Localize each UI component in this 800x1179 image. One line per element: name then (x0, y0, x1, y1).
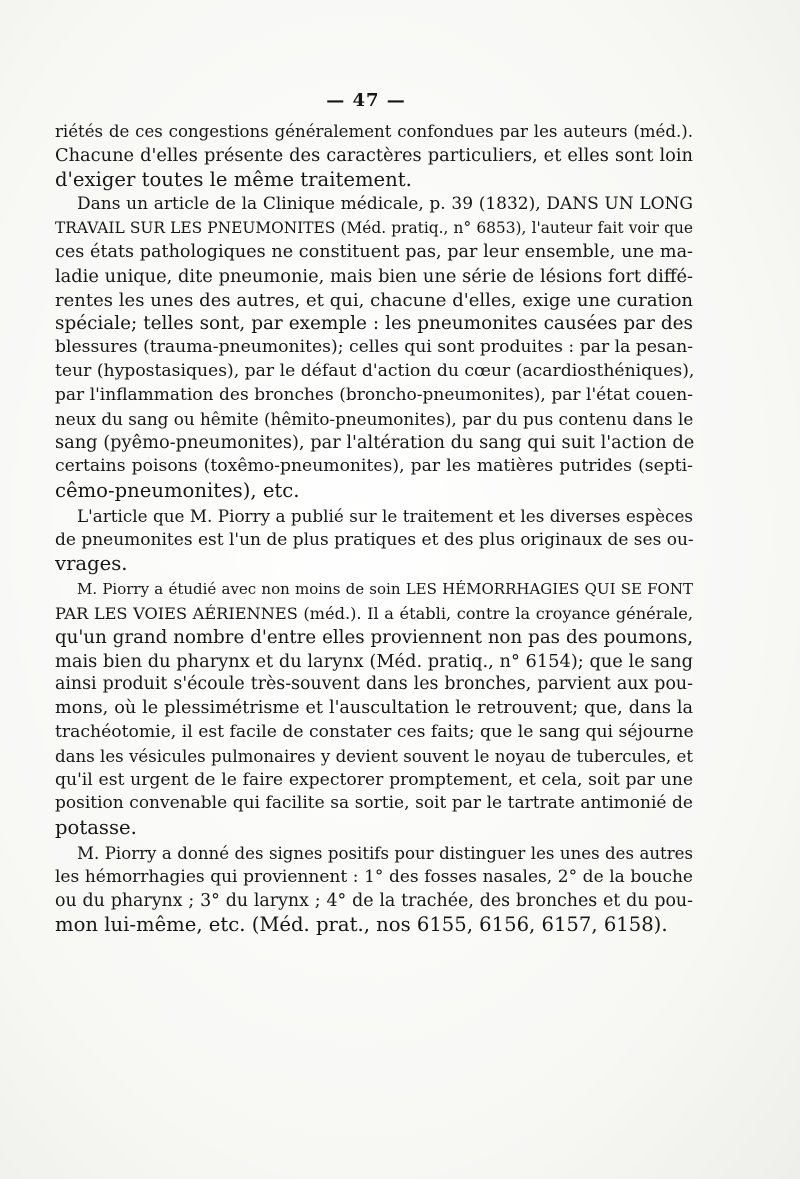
text-line: qu'un grand nombre d'entre elles proviennent non pas des poumons, (55, 626, 693, 648)
text-line: vrages. (55, 552, 128, 576)
text-line: trachéotomie, il est facile de constater ces faits; que le sang qui séjourne (55, 721, 694, 742)
text-line: cêmo-pneumonites), etc. (55, 478, 300, 502)
paragraph-4 (55, 578, 693, 840)
text-line: certains poisons (toxêmo-pneumonites), par les matières putrides (septi- (55, 456, 693, 477)
paragraph-1 (55, 120, 693, 191)
text-line: rentes les unes des autres, et qui, chacune d'elles, exige une curation (55, 289, 693, 311)
text-line: dans les vésicules pulmonaires y devient souvent le noyau de tubercules, et (55, 746, 693, 766)
paragraph-2 (55, 193, 693, 502)
text-line: neux du sang ou hêmite (hêmito-pneumonites), par du pus contenu dans le (55, 408, 694, 429)
text-line: M. Piorry a étudié avec non moins de soin LES HÉMORRHAGIES QUI SE FONT (77, 580, 693, 599)
text-line: ces états pathologiques ne constituent pas, par leur ensemble, une ma- (55, 241, 693, 262)
text-line: qu'il est urgent de le faire expectorer promptement, et cela, soit par une (55, 769, 693, 790)
text-line: sang (pyêmo-pneumonites), par l'altération du sang qui suit l'action de (55, 432, 695, 454)
text-line: Chacune d'elles présente des caractères particuliers, et elles sont loin (55, 144, 693, 166)
page-number: — 47 — (326, 90, 406, 111)
text-line: M. Piorry a donné des signes positifs pour distinguer les unes des autres (77, 843, 693, 863)
text-line: PAR LES VOIES AÉRIENNES (méd.). Il a établi, contre la croyance générale, (55, 603, 693, 623)
text-line: spéciale; telles sont, par exemple : les pneumonites causées par des (55, 313, 693, 335)
text-line: d'exiger toutes le même traitement. (55, 167, 412, 191)
text-line: mon lui-même, etc. (Méd. prat., nos 6155, 6156, 6157, 6158). (55, 913, 668, 937)
text-line: potasse. (55, 816, 137, 840)
paragraph-3 (55, 505, 693, 576)
text-line: ladie unique, dite pneumonie, mais bien une série de lésions fort diffé- (55, 265, 693, 287)
paragraph-5 (55, 842, 693, 937)
text-line: L'article que M. Piorry a publié sur le traitement et les diverses espèces (77, 505, 693, 526)
text-line: ou du pharynx ; 3° du larynx ; 4° de la trachée, des bronches et du pou- (55, 890, 693, 911)
text-line: par l'inflammation des bronches (broncho-pneumonites), par l'état couen- (55, 384, 693, 405)
text-line: TRAVAIL SUR LES PNEUMONITES (Méd. pratiq., n° 6853), l'auteur fait voir que (55, 219, 693, 238)
text-line: riétés de ces congestions généralement confondues par les auteurs (méd.). (55, 122, 693, 141)
text-line: blessures (trauma-pneumonites); celles qui sont produites : par la pesan- (55, 337, 693, 358)
text-line: les hémorrhagies qui proviennent : 1° des fosses nasales, 2° de la bouche (55, 866, 693, 887)
text-line: teur (hypostasiques), par le défaut d'action du cœur (acardiosthéniques), (55, 360, 695, 381)
text-line: de pneumonites est l'un de plus pratiques et des plus originaux de ses ou- (55, 529, 694, 550)
text-line: mons, où le plessimétrisme et l'auscultation le retrouvent; que, dans la (55, 698, 693, 719)
text-line: Dans un article de la Clinique médicale, p. 39 (1832), DANS UN LONG (77, 194, 693, 215)
text-line: ainsi produit s'écoule très-souvent dans les bronches, parvient aux pou- (55, 674, 693, 695)
body-text (55, 120, 693, 939)
text-line: mais bien du pharynx et du larynx (Méd. pratiq., n° 6154); que le sang (55, 650, 693, 672)
text-line: position convenable qui facilite sa sortie, soit par le tartrate antimonié de (55, 793, 693, 814)
